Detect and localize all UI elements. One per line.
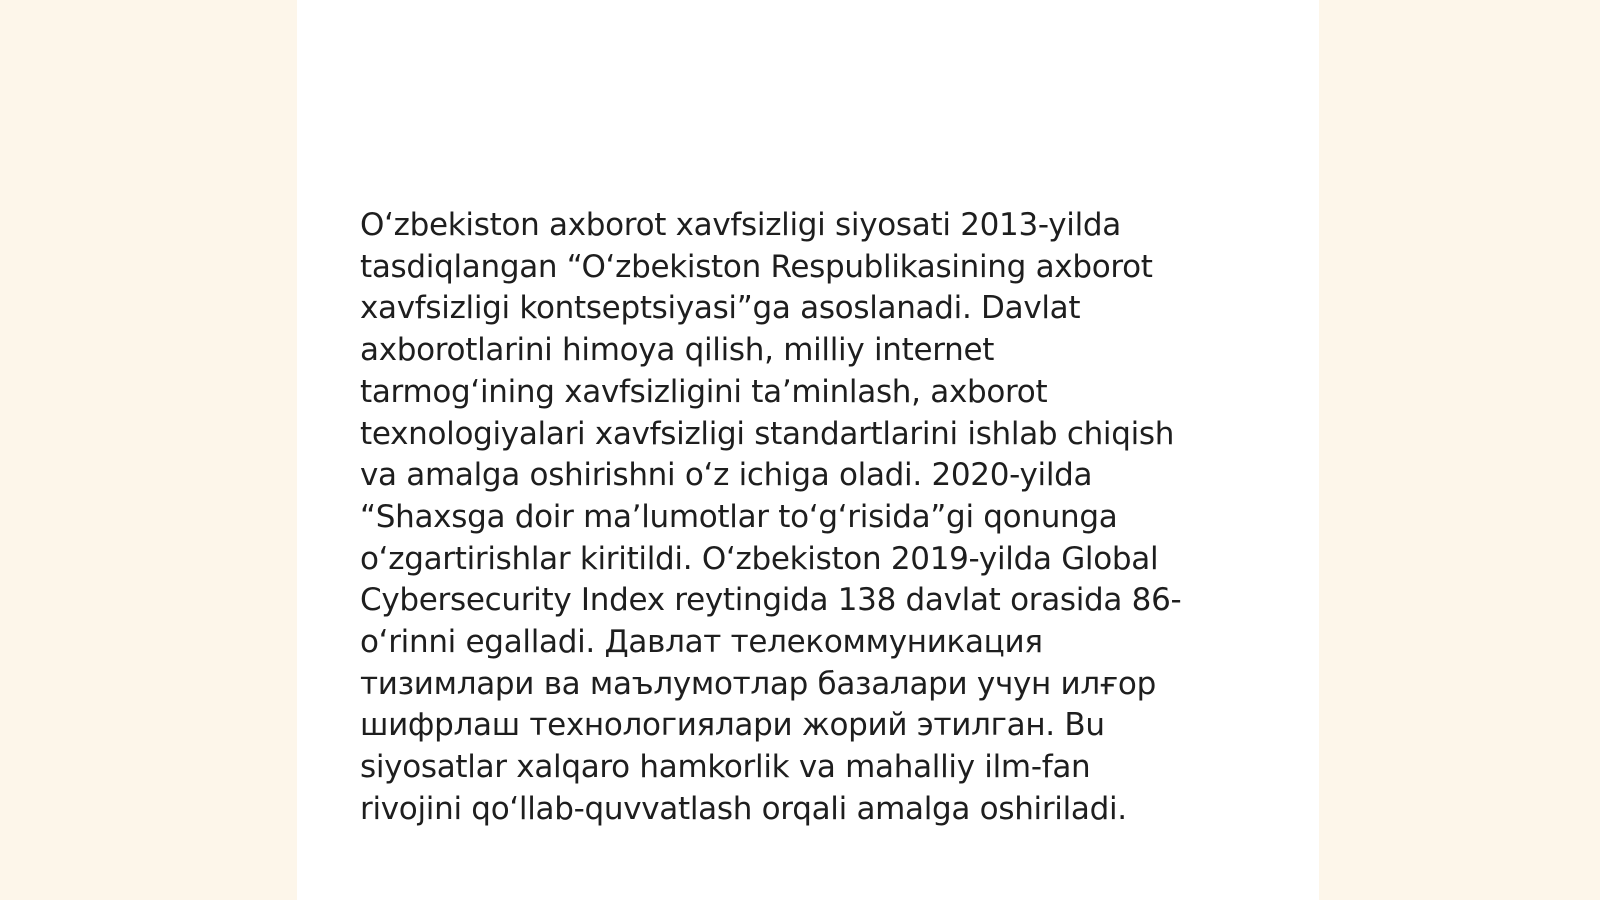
paragraph-line-7: va amalga oshirishni oʻz ichiga oladi. 2020-yilda [360,457,1093,494]
paragraph-line-6: texnologiyalari xavfsizligi standartlarini ishlab chiqish [360,415,1175,452]
paragraph-line-15: rivojini qoʻllab-quvvatlash orqali amalga oshiriladi. [360,790,1127,827]
paragraph-line-12: тизимлари ва маълумотлар базалари учун илғор [360,665,1156,702]
paragraph-line-11: oʻrinni egalladi. Давлат телекоммуникация [360,624,1043,661]
paragraph-line-9: oʻzgartirishlar kiritildi. Oʻzbekiston 2019-yilda Global [360,540,1159,577]
paragraph-line-3: xavfsizligi kontseptsiyasi”ga asoslanadi. Davlat [360,290,1081,327]
paragraph-line-1: Oʻzbekiston axborot xavfsizligi siyosati 2013-yilda [360,207,1121,243]
paragraph-line-13: шифрлаш технологиялари жорий этилган. Bu [360,707,1105,744]
document-page [297,0,1319,900]
paragraph-line-5: tarmogʻining xavfsizligini taʼminlash, axborot [360,373,1048,410]
paragraph-line-2: tasdiqlangan “Oʻzbekiston Respublikasining axborot [360,248,1153,285]
paragraph-line-14: siyosatlar xalqaro hamkorlik va mahalliy ilm-fan [360,749,1091,786]
paragraph-line-8: “Shaxsga doir maʼlumotlar toʻgʻrisida”gi qonunga [360,498,1118,535]
paragraph-line-4: axborotlarini himoya qilish, milliy internet [360,332,995,369]
paragraph-line-10: Cybersecurity Index reytingida 138 davlat orasida 86- [360,582,1182,619]
body-paragraph [360,205,1250,831]
